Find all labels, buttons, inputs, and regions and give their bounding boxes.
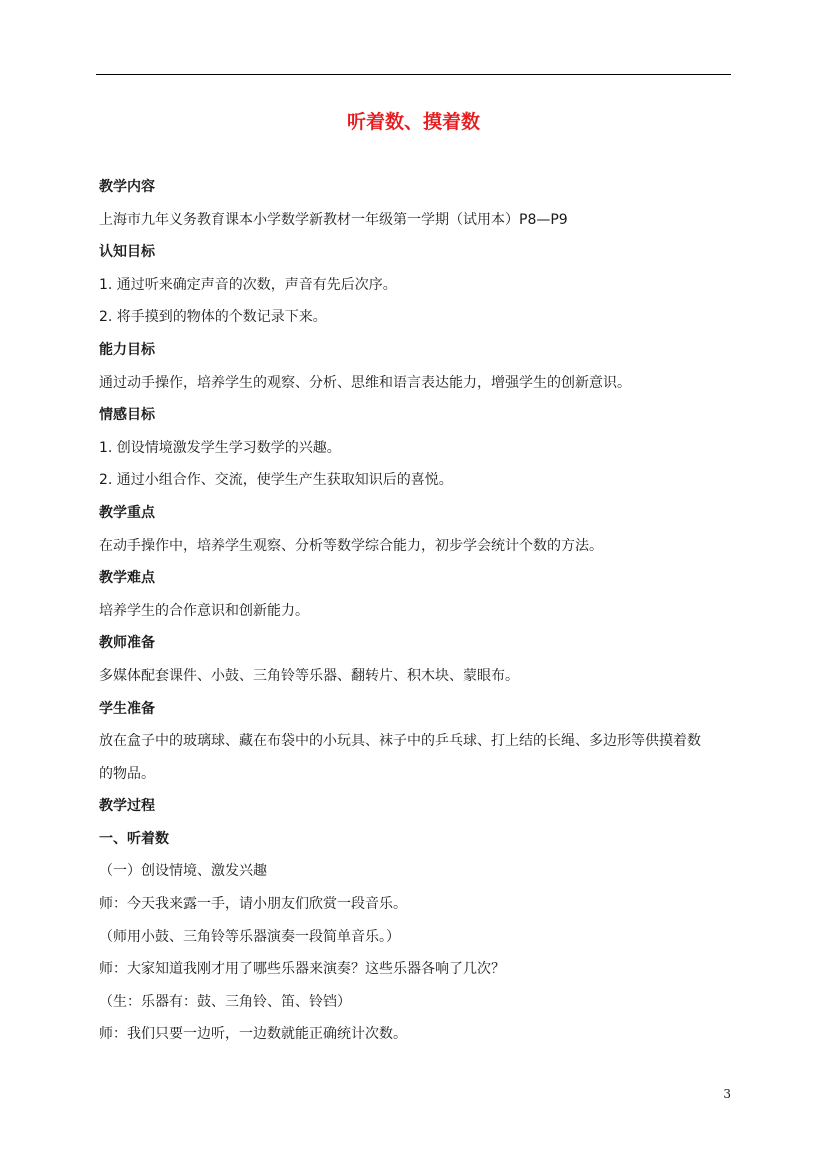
section-heading: 能力目标	[99, 341, 155, 358]
body-line: 多媒体配套课件、小鼓、三角铃等乐器、翻转片、积木块、蒙眼布。	[99, 667, 519, 684]
body-line: （一）创设情境、激发兴趣	[99, 863, 267, 880]
body-line: 培养学生的合作意识和创新能力。	[99, 602, 309, 619]
document-title: 听着数、摸着数	[346, 111, 480, 133]
body-line: 师：今天我来露一手，请小朋友们欣赏一段音乐。	[99, 896, 407, 913]
body-line: 上海市九年义务教育课本小学数学新教材一年级第一学期（试用本）P8—P9	[99, 211, 568, 228]
section-heading: 教学重点	[99, 504, 155, 521]
section-heading: 教师准备	[99, 635, 155, 652]
section-heading: 一、听着数	[99, 830, 169, 847]
document-body	[99, 171, 731, 1051]
section-heading: 情感目标	[99, 407, 155, 424]
body-line: 1. 通过听来确定声音的次数，声音有先后次序。	[99, 276, 397, 293]
body-line: 放在盒子中的玻璃球、藏在布袋中的小玩具、袜子中的乒乓球、打上结的长绳、多边形等供摸着数	[99, 733, 701, 750]
body-line: 通过动手操作，培养学生的观察、分析、思维和语言表达能力，增强学生的创新意识。	[99, 374, 631, 391]
section-heading: 教学内容	[99, 179, 155, 195]
body-line: （生：乐器有：鼓、三角铃、笛、铃铛）	[99, 993, 351, 1010]
body-line: 2. 将手摸到的物体的个数记录下来。	[99, 309, 327, 326]
body-line: 师：我们只要一边听，一边数就能正确统计次数。	[99, 1026, 407, 1043]
body-line: 的物品。	[99, 765, 155, 782]
body-line: 在动手操作中，培养学生观察、分析等数学综合能力，初步学会统计个数的方法。	[99, 537, 603, 554]
section-heading: 学生准备	[99, 700, 155, 717]
body-line: 2. 通过小组合作、交流，使学生产生获取知识后的喜悦。	[99, 472, 453, 489]
header-rule	[96, 74, 731, 75]
page-number: 3	[723, 1087, 731, 1101]
body-line: 1. 创设情境激发学生学习数学的兴趣。	[99, 439, 341, 456]
body-line: 师：大家知道我刚才用了哪些乐器来演奏？这些乐器各响了几次？	[99, 961, 505, 978]
section-heading: 认知目标	[99, 244, 155, 261]
section-heading: 教学过程	[99, 798, 155, 815]
section-heading: 教学难点	[99, 570, 155, 587]
body-line: （师用小鼓、三角铃等乐器演奏一段简单音乐。）	[99, 928, 400, 945]
